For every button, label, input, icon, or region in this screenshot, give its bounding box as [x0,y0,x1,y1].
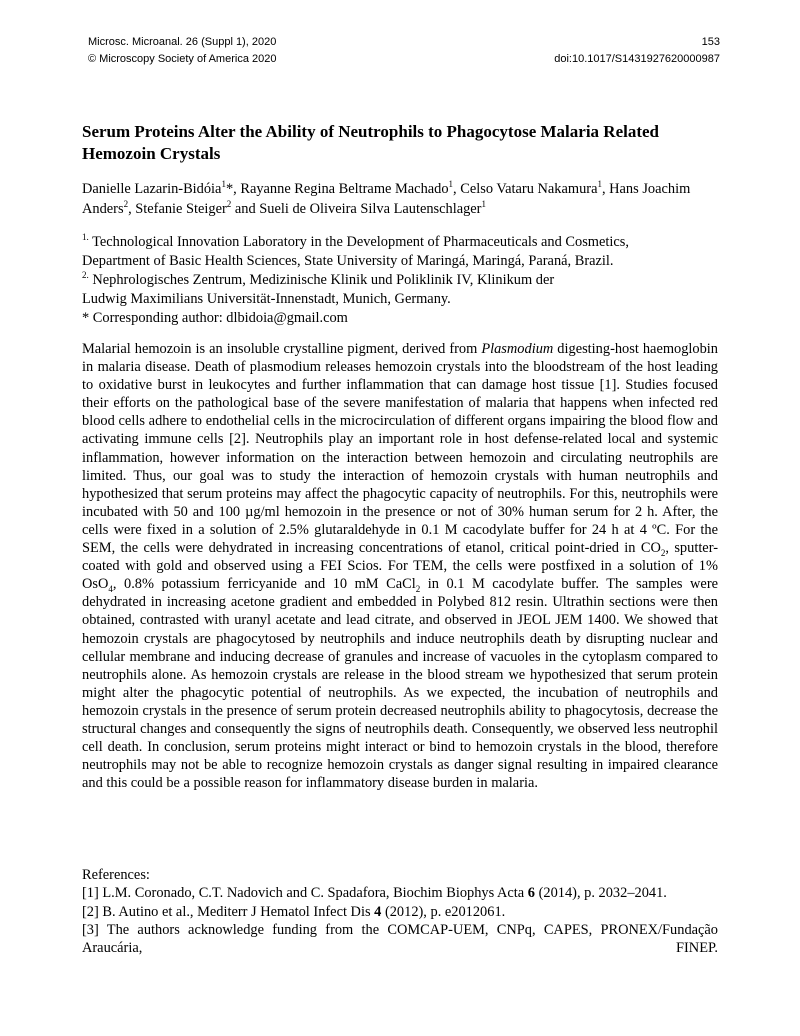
author-mark: * [225,181,234,197]
doi: doi:10.1017/S1431927620000987 [554,53,720,65]
author-list [82,179,722,219]
references-heading: References: [82,867,150,883]
affiliations [82,233,722,328]
affiliation-marker: 2. [82,270,89,281]
reference-2: [2] B. Autino et al., Mediterr J Hematol Infect Dis 4 (2012), p. e2012061. [82,903,506,920]
author: Rayanne Regina Beltrame Machado [240,181,449,197]
author-affiliation-mark: 1 [221,179,226,190]
affiliation-1-line-1: $^{1.}$ Technological Innovation Laboratory in the Development of Pharmaceuticals and Cosmetics, [82,232,629,250]
subscript: 2 [415,584,421,595]
author-affiliation-mark: 1 [597,179,602,190]
author-separator: , [601,181,610,197]
reference-3: [3] The authors acknowledge funding from the COMCAP-UEM, CNPq, CAPES, PRONEX/Fundação Araucária, FINEP. [82,921,718,957]
volume: 6 [527,885,535,902]
author-separator: , [128,201,136,217]
author-separator: , [233,181,241,197]
affiliation-2-line-2: Ludwig Maximilians Universität-Innenstadt, Munich, Germany. [82,291,451,307]
running-header-left [88,34,276,68]
author-affiliation-mark: 1 [448,179,454,190]
author: Celso Vataru Nakamura [460,181,598,197]
volume: 4 [374,903,382,920]
author-separator: and [231,201,260,217]
reference-1: [1] L.M. Coronado, C.T. Nadovich and C. Spadafora, Biochim Biophys Acta 6 (2014), p. 2032–2041. [82,885,667,902]
author-separator: , [453,181,461,197]
subscript: 4 [108,584,113,595]
affiliation-2-line-1: $^{2.}$ Nephrologisches Zentrum, Medizinische Klinik und Poliklinik IV, Klinikum der [82,270,555,288]
author-affiliation-mark: 2 [226,199,232,210]
affiliation-marker: 1. [82,232,89,243]
italic-term: Plasmodium [481,341,554,357]
journal-citation: Microsc. Microanal. 26 (Suppl 1), 2020 [88,36,277,48]
author: Hans Joachim Anders [82,181,691,217]
running-header-right [554,34,720,68]
page-number: 153 [701,36,720,48]
paper-title: Serum Proteins Alter the Ability of Neutrophils to Phagocytose Malaria Related Hemozoin Crystals [82,122,659,163]
corresponding-author: * Corresponding author: dlbidoia@gmail.com [82,310,348,326]
author: Stefanie Steiger [135,201,227,217]
author: Danielle Lazarin-Bidóia [82,181,222,197]
abstract-body: Malarial hemozoin is an insoluble crystalline pigment, derived from Plasmodium digesting-host haemoglobin in malaria disease. Death of plasmodium releases hemozoin crystals into the bloodstream of the host leading to oxidative burst in leukocytes and further inflammation that can damage host tissue [1]. Studies focused their efforts on the pathological base of the severe manifestation of malaria that happens when infected red blood cells adhere to endothelial cells in the microcirculation of different organs impairing the blood flow and activating immune cells [2]. Neutrophils play an important role in host defense-related local and systemic inflammation, however information on the interaction between hemozoin and circulating neutrophils are limited. Thus, our goal was to study the interaction of hemozoin crystals with human neutrophils and hypothesized that serum proteins may affect the phagocytic capacity of neutrophils. For this, neutrophils were incubated with 50 and 100 µg/ml hemozoin in the presence or not of 30% human serum for 2 h. After, the cells were fixed in a solution of 2.5% glutaraldehyde in 0.1 M cacodylate buffer for 24 h at 4 ºC. For the SEM, the cells were dehydrated in increasing concentrations of etanol, critical point-dried in $CO_2$, sputter-coated with gold and observed using a FEI Scios. For TEM, the cells were postfixed in a solution of 1% OsO$_4$, 0.8% potassium ferricyanide and 10 mM CaCl$_2$ in 0.1 M cacodylate buffer. The samples were dehydrated in increasing acetone gradient and embedded in Polybed 812 resin. Ultrathin sections were then obtained, contrasted with uranyl acetate and lead citrate, and observed in JEOL JEM 1400. We showed that hemozoin crystals are phagocytosed by neutrophils and induce neutrophils death by disrupting nuclear and cellular membrane and inducing decrease of granules and increase of vacuoles in the cytoplasm compared to neutrophils alone. As hemozoin crystals are release in the blood stream we hypothesized that serum protein might alter the phagocytic potential of neutrophils. As we expected, the incubation of neutrophils and hemozoin crystals in the presence of serum protein decreased neutrophils ability to phagocytosis, decrease the structural changes and consequently the signs of neutrophils death. Consequently, we observed less neutrophil cell death. In conclusion, serum proteins might interact or bind to hemozoin crystals in the blood, therefore neutrophils may not be able to recognize hemozoin crystals as danger signal resulting in impaired clearance and this could be a possible reason for inflammatory disease burden in malaria. [82,341,718,792]
references [82,866,718,957]
subscript: 2 [660,547,666,558]
affiliation-1-line-2: Department of Basic Health Sciences, State University of Maringá, Maringá, Paraná, Brazil. [82,253,614,269]
copyright-line: © Microscopy Society of America 2020 [88,53,277,65]
author-affiliation-mark: 1 [481,199,486,210]
author: Sueli de Oliveira Silva Lautenschlager [259,201,482,217]
author-affiliation-mark: 2 [123,199,129,210]
